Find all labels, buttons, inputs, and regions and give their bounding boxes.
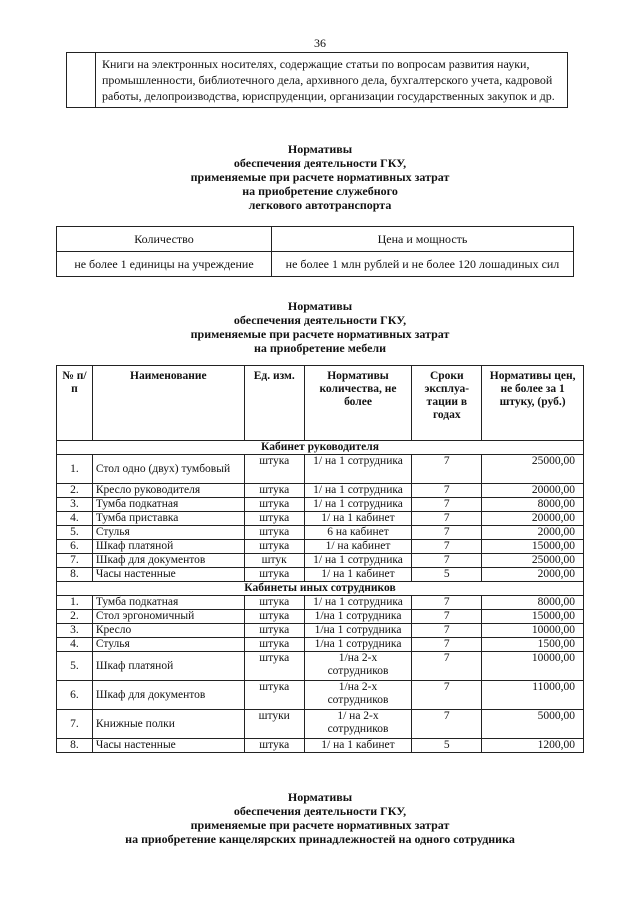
cell-term: 7 <box>412 554 482 568</box>
cell-price: 15000,00 <box>482 610 584 624</box>
auto-price-value: не более 1 млн рублей и не более 120 лошадиных сил <box>272 252 574 277</box>
cell-unit: штука <box>244 596 304 610</box>
cell-unit: штука <box>244 681 304 710</box>
table-row <box>57 498 584 512</box>
cell-unit: штука <box>244 610 304 624</box>
cell-name: Часы настенные <box>92 568 244 582</box>
cell-name: Кресло руководителя <box>92 484 244 498</box>
cell-num: 7. <box>57 710 93 739</box>
page-number: 36 <box>314 36 326 50</box>
auto-col-quantity-header: Количество <box>57 227 272 252</box>
cell-qty: 1/ на 1 сотрудника <box>304 484 412 498</box>
cell-num: 3. <box>57 624 93 638</box>
table-row <box>67 53 568 108</box>
cell-num: 1. <box>57 455 93 484</box>
cell-term: 7 <box>412 638 482 652</box>
heading-line: применяемые при расчете нормативных затрат <box>190 818 450 832</box>
cell-unit: штука <box>244 638 304 652</box>
cell-name: Шкаф для документов <box>92 681 244 710</box>
cell-unit: штуки <box>244 710 304 739</box>
cell-num: 1. <box>57 596 93 610</box>
auto-quantity-value: не более 1 единицы на учреждение <box>57 252 272 277</box>
heading-line: применяемые при расчете нормативных затрат <box>190 327 450 341</box>
cell-price: 20000,00 <box>482 512 584 526</box>
cell-qty: 1/на 1 сотрудника <box>304 624 412 638</box>
table-row <box>57 526 584 540</box>
cell-price: 2000,00 <box>482 526 584 540</box>
heading-auto <box>0 142 640 212</box>
section-row <box>57 582 584 596</box>
heading-office <box>0 790 640 846</box>
table-row <box>57 638 584 652</box>
cell-term: 7 <box>412 484 482 498</box>
table-row <box>57 739 584 753</box>
cell-qty: 1/ на 1 сотрудника <box>304 596 412 610</box>
cell-num: 4. <box>57 512 93 526</box>
table-row <box>57 610 584 624</box>
cell-term: 7 <box>412 710 482 739</box>
cell-term: 7 <box>412 610 482 624</box>
cell-unit: штука <box>244 568 304 582</box>
cell-qty: 1/ на 1 сотрудника <box>304 554 412 568</box>
cell-num: 8. <box>57 568 93 582</box>
header-unit: Ед. изм. <box>244 366 304 441</box>
cell-price: 25000,00 <box>482 455 584 484</box>
heading-furniture <box>0 299 640 355</box>
cell-qty: 6 на кабинет <box>304 526 412 540</box>
cell-name: Часы настенные <box>92 739 244 753</box>
auto-table <box>56 226 574 277</box>
table-row <box>57 652 584 681</box>
cell-price: 5000,00 <box>482 710 584 739</box>
cell-term: 7 <box>412 540 482 554</box>
cell-term: 7 <box>412 652 482 681</box>
cell-name: Стулья <box>92 526 244 540</box>
cell-term: 5 <box>412 739 482 753</box>
heading-line: легкового автотранспорта <box>248 198 392 212</box>
table-row <box>57 512 584 526</box>
table-row <box>57 681 584 710</box>
cell-name: Шкаф платяной <box>92 540 244 554</box>
cell-term: 7 <box>412 455 482 484</box>
cell-qty: 1/на 1 сотрудника <box>304 610 412 624</box>
header-price: Нормативы цен, не более за 1 штуку, (руб.) <box>482 366 584 441</box>
table-row <box>57 568 584 582</box>
cell-name: Тумба приставка <box>92 512 244 526</box>
cell-price: 10000,00 <box>482 652 584 681</box>
cell-qty: 1/ на 1 сотрудника <box>304 498 412 512</box>
cell-num: 5. <box>57 526 93 540</box>
cell-num: 2. <box>57 484 93 498</box>
cell-qty: 1/на 1 сотрудника <box>304 638 412 652</box>
cell-price: 20000,00 <box>482 484 584 498</box>
cell-num: 8. <box>57 739 93 753</box>
section-row <box>57 441 584 455</box>
heading-line: на приобретение канцелярских принадлежностей на одного сотрудника <box>125 832 515 846</box>
cell-qty: 1/ на 2-х сотрудников <box>304 710 412 739</box>
cell-term: 7 <box>412 512 482 526</box>
heading-line: на приобретение мебели <box>253 341 387 355</box>
cell-term: 5 <box>412 568 482 582</box>
cell-qty: 1/на 2-х сотрудников <box>304 681 412 710</box>
section-title: Кабинет руководителя <box>57 441 584 455</box>
heading-line: обеспечения деятельности ГКУ, <box>233 156 407 170</box>
heading-line: Нормативы <box>287 790 353 804</box>
cell-num: 4. <box>57 638 93 652</box>
table-row <box>57 540 584 554</box>
heading-line: на приобретение служебного <box>242 184 398 198</box>
heading-line: обеспечения деятельности ГКУ, <box>233 313 407 327</box>
cell-num: 6. <box>57 540 93 554</box>
table-header-row <box>57 366 584 441</box>
auto-col-price-header: Цена и мощность <box>272 227 574 252</box>
cell-qty: 1/ на кабинет <box>304 540 412 554</box>
cell-price: 10000,00 <box>482 624 584 638</box>
cell-term: 7 <box>412 624 482 638</box>
header-num: № п/п <box>57 366 93 441</box>
cell-name: Книжные полки <box>92 710 244 739</box>
cell-price: 11000,00 <box>482 681 584 710</box>
cell-name: Стулья <box>92 638 244 652</box>
cell-unit: штука <box>244 455 304 484</box>
table-row <box>57 252 574 277</box>
cell-price: 25000,00 <box>482 554 584 568</box>
cell-qty: 1/ на 1 кабинет <box>304 512 412 526</box>
cell-num: 5. <box>57 652 93 681</box>
table-row <box>57 710 584 739</box>
table-header-row <box>57 227 574 252</box>
furniture-table <box>56 365 584 753</box>
cell-name: Тумба подкатная <box>92 498 244 512</box>
cell-qty: 1/ на 1 сотрудника <box>304 455 412 484</box>
cell-unit: штука <box>244 526 304 540</box>
cell-price: 1500,00 <box>482 638 584 652</box>
cell-unit: штука <box>244 652 304 681</box>
cell-unit: штука <box>244 624 304 638</box>
cell-name: Шкаф для документов <box>92 554 244 568</box>
cell-num: 2. <box>57 610 93 624</box>
cell-term: 7 <box>412 498 482 512</box>
cell-name: Тумба подкатная <box>92 596 244 610</box>
cell-price: 8000,00 <box>482 596 584 610</box>
cell-num: 7. <box>57 554 93 568</box>
cell-num: 3. <box>57 498 93 512</box>
cell-unit: штука <box>244 739 304 753</box>
heading-line: Нормативы <box>287 299 353 313</box>
header-qty: Нормативы количества, не более <box>304 366 412 441</box>
table-row <box>57 484 584 498</box>
books-table <box>66 52 568 108</box>
cell-price: 8000,00 <box>482 498 584 512</box>
cell-unit: штука <box>244 498 304 512</box>
cell-unit: штук <box>244 554 304 568</box>
header-term: Сроки эксплуа-тации в годах <box>412 366 482 441</box>
table-row <box>57 596 584 610</box>
cell-qty: 1/ на 1 кабинет <box>304 739 412 753</box>
cell-qty: 1/ на 1 кабинет <box>304 568 412 582</box>
cell-name: Стол одно (двух) тумбовый <box>92 455 244 484</box>
cell-term: 7 <box>412 681 482 710</box>
table-row <box>57 624 584 638</box>
cell-term: 7 <box>412 596 482 610</box>
heading-line: применяемые при расчете нормативных затрат <box>190 170 450 184</box>
table-row <box>57 554 584 568</box>
furniture-table-body <box>57 441 584 753</box>
cell-name: Шкаф платяной <box>92 652 244 681</box>
cell-unit: штука <box>244 512 304 526</box>
cell-term: 7 <box>412 526 482 540</box>
cell-price: 2000,00 <box>482 568 584 582</box>
cell-price: 1200,00 <box>482 739 584 753</box>
cell-num: 6. <box>57 681 93 710</box>
heading-line: обеспечения деятельности ГКУ, <box>233 804 407 818</box>
table-row <box>57 455 584 484</box>
heading-line: Нормативы <box>287 142 353 156</box>
cell-unit: штука <box>244 540 304 554</box>
cell-name: Стол эргономичный <box>92 610 244 624</box>
cell-unit: штука <box>244 484 304 498</box>
cell-name: Кресло <box>92 624 244 638</box>
books-description: Книги на электронных носителях, содержащие статьи по вопросам развития науки, промышленности, библиотечного дела, архивного дела, бухгалтерского учета, кадровой работы, делопроизводства, юриспруденции, организации государственных закупок и др. <box>96 53 568 108</box>
section-title: Кабинеты иных сотрудников <box>57 582 584 596</box>
cell-price: 15000,00 <box>482 540 584 554</box>
header-name: Наименование <box>92 366 244 441</box>
table-cell-empty <box>67 53 96 108</box>
cell-qty: 1/на 2-х сотрудников <box>304 652 412 681</box>
